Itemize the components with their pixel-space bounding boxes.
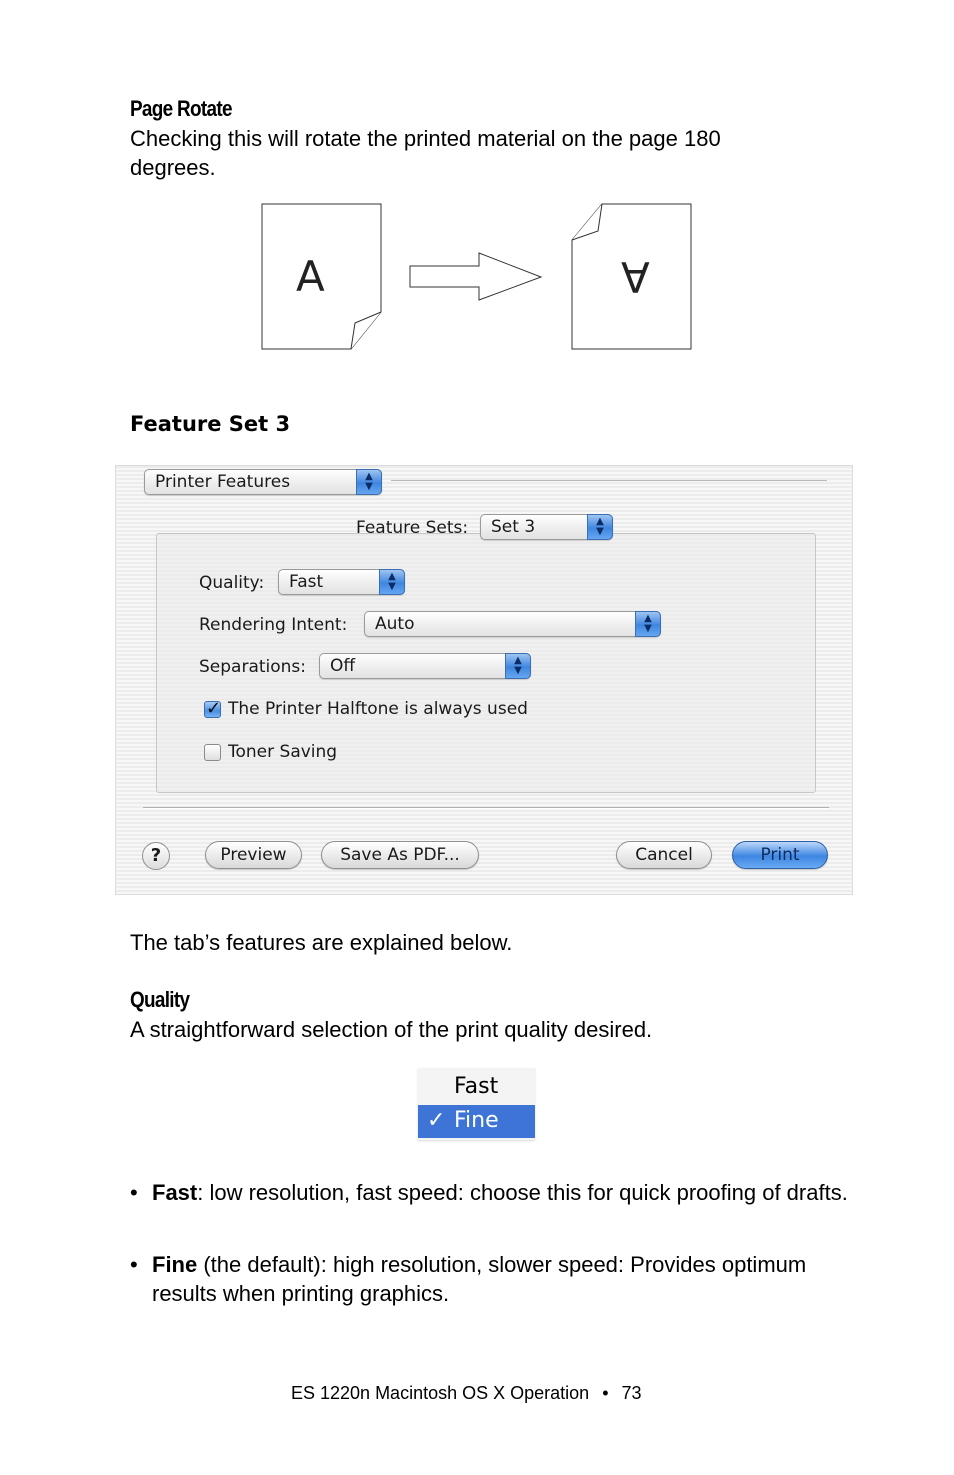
help-button[interactable]: ? (142, 842, 170, 870)
panel-popup[interactable] (144, 469, 382, 495)
page-number: 73 (621, 1383, 642, 1403)
popup-arrows-icon: ▲ ▼ (356, 469, 382, 495)
toner-saving-label: Toner Saving (228, 742, 338, 762)
quality-popup[interactable] (278, 569, 405, 595)
page-rotate-heading: Page Rotate (130, 96, 232, 121)
rendering-intent-label: Rendering Intent: (199, 615, 348, 635)
preview-button[interactable]: Preview (205, 841, 302, 869)
quality-description: A straightforward selection of the print quality desired. (130, 1017, 653, 1042)
quality-heading: Quality (130, 987, 190, 1012)
quality-menu (418, 1068, 535, 1140)
print-button[interactable]: Print (732, 841, 828, 869)
bullet-icon: • (130, 1180, 138, 1205)
checkmark-icon: ✓ (427, 1108, 446, 1133)
menu-item-label: Fast (454, 1074, 499, 1099)
separations-label: Separations: (199, 657, 307, 677)
menu-item-fine[interactable] (418, 1105, 535, 1138)
quality-label: Quality: (199, 573, 265, 593)
rotated-letter: A (621, 252, 650, 301)
cancel-button[interactable]: Cancel (616, 841, 712, 869)
intro-text: The tab’s features are explained below. (130, 930, 513, 955)
print-dialog (115, 465, 853, 895)
separations-value: Off (330, 656, 356, 676)
feature-set-3-heading: Feature Set 3 (130, 412, 291, 436)
feature-sets-label: Feature Sets: (356, 518, 469, 538)
toner-saving-checkbox[interactable] (204, 744, 221, 761)
bullet-text: : low resolution, fast speed: choose this for quick proofing of drafts. (197, 1180, 848, 1205)
bullet-text: (the default): high resolution, slower speed: Provides optimum results when printing graphics. (152, 1252, 807, 1306)
rendering-intent-popup[interactable] (364, 611, 661, 637)
feature-sets-popup[interactable] (480, 514, 613, 540)
popup-arrows-icon: ▲ ▼ (379, 569, 405, 595)
panel-popup-value: Printer Features (155, 472, 291, 492)
footer-text: ES 1220n Macintosh OS X Operation (291, 1383, 590, 1403)
bullet-fast (152, 1178, 852, 1207)
checkmark-icon: ✓ (206, 698, 222, 719)
bullet-icon: • (130, 1252, 138, 1277)
save-as-pdf-button[interactable]: Save As PDF... (321, 841, 479, 869)
feature-sets-value: Set 3 (491, 517, 536, 537)
bullet-fine (152, 1250, 832, 1308)
menu-item-fast[interactable] (418, 1071, 535, 1104)
menu-item-label: Fine (454, 1108, 499, 1133)
quality-value: Fast (289, 572, 324, 592)
header-divider (391, 480, 827, 481)
rendering-intent-value: Auto (375, 614, 415, 634)
bullet-term: Fine (152, 1252, 198, 1277)
footer-separator: • (602, 1383, 609, 1403)
page-rotate-description: Checking this will rotate the printed material on the page 180 degrees. (130, 126, 721, 180)
halftone-label: The Printer Halftone is always used (228, 699, 528, 719)
separations-popup[interactable] (319, 653, 531, 679)
footer-divider (143, 807, 829, 809)
bullet-term: Fast (152, 1180, 198, 1205)
popup-arrows-icon: ▲ ▼ (587, 514, 613, 540)
page-footer (291, 1383, 642, 1404)
popup-arrows-icon: ▲ ▼ (635, 611, 661, 637)
arrow-graphic (410, 253, 541, 300)
popup-arrows-icon: ▲ ▼ (505, 653, 531, 679)
halftone-checkbox[interactable] (204, 698, 222, 719)
original-letter: A (296, 252, 325, 301)
